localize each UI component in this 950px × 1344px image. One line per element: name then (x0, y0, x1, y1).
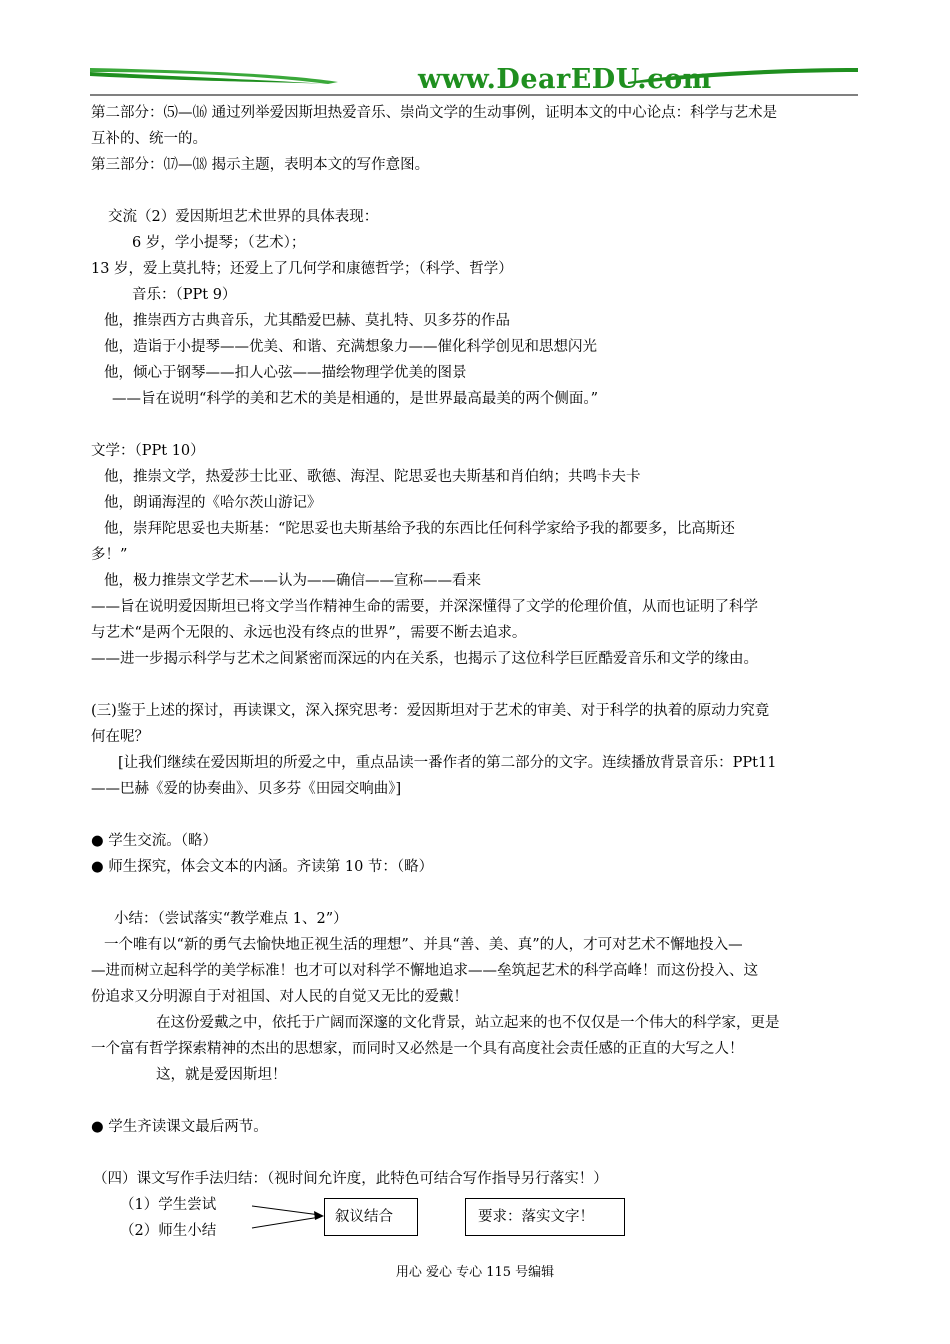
list-item: （1）学生尝试 (120, 1197, 217, 1213)
bullet-item: ● 学生交流。（略） (91, 833, 218, 849)
method-box (324, 1198, 418, 1236)
paragraph-line: ——旨在说明“科学的美和艺术的美是相通的，是世界最高最美的两个侧面。” (112, 391, 599, 407)
paragraph-line: 音乐：（PPt 9） (132, 287, 237, 303)
paragraph-line: 6 岁，学小提琴；（艺术）； (132, 235, 306, 251)
method-box-label: 叙议结合 (335, 1209, 393, 1225)
paragraph-line: ——巴赫《爱的协奏曲》、贝多芬《田园交响曲》] (91, 781, 402, 797)
requirement-box-label: 要求：落实文字！ (478, 1209, 594, 1225)
site-logo[interactable]: www.DearEDU.com (418, 64, 712, 95)
paragraph-line: 文学：（PPt 10） (91, 443, 205, 459)
paragraph-line: 何在呢？ (91, 729, 149, 745)
paragraph-line: 他，倾心于钢琴——扣人心弦——描绘物理学优美的图景 (104, 365, 467, 381)
paragraph-line: —进而树立起科学的美学标准！也才可以对科学不懈地追求——垒筑起艺术的科学高峰！而这份投入、这 (91, 963, 758, 979)
paragraph-line: 互补的、统一的。 (91, 131, 207, 147)
paragraph-line: 交流（2）爱因斯坦艺术世界的具体表现： (108, 209, 379, 225)
paragraph-line: [让我们继续在爱因斯坦的所爱之中，重点品读一番作者的第二部分的文字。连续播放背景音乐：PPt11 (118, 755, 777, 771)
paragraph-line: 第三部分：⒄—⒅ 揭示主题，表明本文的写作意图。 (91, 157, 430, 173)
paragraph-line: 他，极力推崇文学艺术——认为——确信——宣称——看来 (104, 573, 481, 589)
bullet-item: ● 学生齐读课文最后两节。 (91, 1119, 268, 1135)
bullet-item: ● 师生探究，体会文本的内涵。齐读第 10 节：（略） (91, 859, 434, 875)
paragraph-line: 在这份爱戴之中，依托于广阔而深邃的文化背景，站立起来的也不仅仅是一个伟大的科学家，更是 (156, 1015, 780, 1031)
paragraph-line: 一个富有哲学探索精神的杰出的思想家，而同时又必然是一个具有高度社会责任感的正直的大写之人！ (91, 1041, 744, 1057)
page-footer: 用心 爱心 专心 115 号编辑 (395, 1265, 555, 1280)
paragraph-line: 多！” (91, 547, 128, 563)
paragraph-line: (三)鉴于上述的探讨，再读课文，深入探究思考：爱因斯坦对于艺术的审美、对于科学的执着的原动力究竟 (91, 703, 770, 719)
paragraph-line: 他，推崇文学，热爱莎士比亚、歌德、海涅、陀思妥也夫斯基和肖伯纳；共鸣卡夫卡 (104, 469, 641, 485)
paragraph-line: 他，崇拜陀思妥也夫斯基：“陀思妥也夫斯基给予我的东西比任何科学家给予我的都要多，比高斯还 (104, 521, 735, 537)
paragraph-line: 份追求又分明源自于对祖国、对人民的自觉又无比的爱戴！ (91, 989, 468, 1005)
site-header (88, 62, 860, 98)
paragraph-line: 第二部分：⑸—⒃ 通过列举爱因斯坦热爱音乐、崇尚文学的生动事例，证明本文的中心论点：科学与艺术是 (91, 105, 778, 121)
paragraph-line: 他，推崇西方古典音乐，尤其酷爱巴赫、莫扎特、贝多芬的作品 (104, 313, 510, 329)
paragraph-line: ——进一步揭示科学与艺术之间紧密而深远的内在关系，也揭示了这位科学巨匠酷爱音乐和文学的缘由。 (91, 651, 758, 667)
paragraph-line: 小结：（尝试落实“教学难点 1、2”） (114, 911, 348, 927)
paragraph-line: ——旨在说明爱因斯坦已将文学当作精神生命的需要，并深深懂得了文学的伦理价值，从而也证明了科学 (91, 599, 758, 615)
paragraph-line: 一个唯有以“新的勇气去愉快地正视生活的理想”、并具“善、美、真”的人，才可对艺术不懈地投入— (104, 937, 743, 953)
paragraph-line: 他，朗诵海涅的《哈尔茨山游记》 (104, 495, 322, 511)
list-item: （2）师生小结 (120, 1223, 217, 1239)
paragraph-line: （四）课文写作手法归结：（视时间允许度，此特色可结合写作指导另行落实！） (93, 1171, 608, 1187)
paragraph-line: 13 岁，爱上莫扎特；还爱上了几何学和康德哲学；（科学、哲学） (91, 261, 513, 277)
paragraph-line: 这，就是爱因斯坦！ (156, 1067, 287, 1083)
requirement-box (465, 1198, 625, 1236)
paragraph-line: 他，造诣于小提琴——优美、和谐、充满想象力——催化科学创见和思想闪光 (104, 339, 597, 355)
paragraph-line: 与艺术“是两个无限的、永远也没有终点的世界”，需要不断去追求。 (91, 625, 527, 641)
arrow-connector-icon (250, 1196, 326, 1234)
